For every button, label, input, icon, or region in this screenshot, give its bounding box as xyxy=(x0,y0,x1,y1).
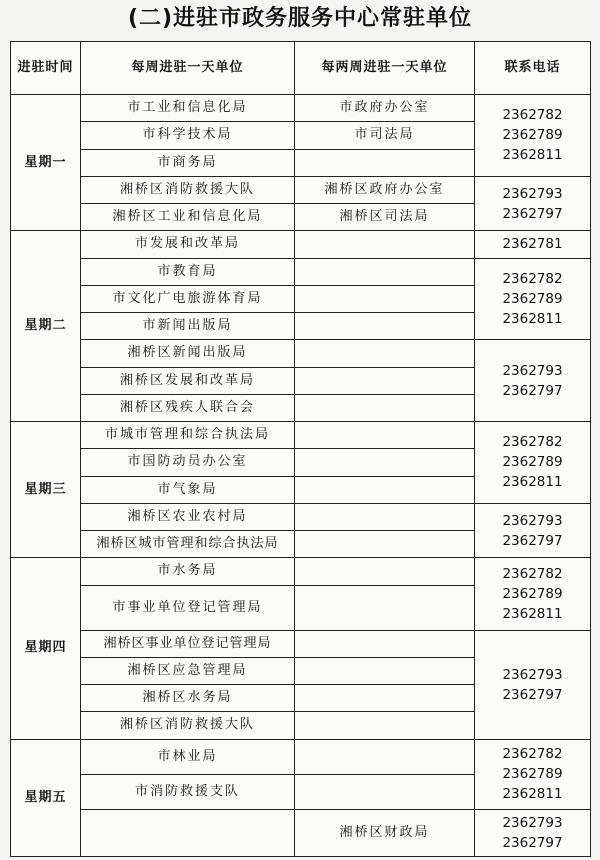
weekly-unit: 湘桥区城市管理和综合执法局 xyxy=(81,531,295,558)
weekly-unit: 湘桥区应急管理局 xyxy=(81,657,295,684)
table-row xyxy=(11,231,591,258)
weekly-unit: 市国防动员办公室 xyxy=(81,449,295,476)
weekly-unit: 湘桥区发展和改革局 xyxy=(81,367,295,394)
phone-number: 2362793 xyxy=(502,185,563,202)
header-phone: 联系电话 xyxy=(475,42,591,95)
phone-cell xyxy=(475,809,591,856)
weekly-unit: 市发展和改革局 xyxy=(81,231,295,258)
phone-cell xyxy=(475,739,591,809)
weekly-unit: 市商务局 xyxy=(81,149,295,176)
phone-number: 2362789 xyxy=(502,290,563,307)
weekly-unit: 湘桥区新闻出版局 xyxy=(81,340,295,367)
phone-cell xyxy=(475,176,591,231)
table-row xyxy=(11,503,591,530)
phone-number: 2362793 xyxy=(502,362,563,379)
table-row xyxy=(11,95,591,122)
day-tuesday: 星期二 xyxy=(11,231,81,422)
phone-number: 2362797 xyxy=(502,834,563,851)
weekly-unit: 市科学技术局 xyxy=(81,122,295,149)
biweekly-unit: 市司法局 xyxy=(295,122,475,149)
biweekly-unit-empty xyxy=(295,258,475,285)
phone-number: 2362782 xyxy=(502,434,563,451)
biweekly-unit-empty xyxy=(295,630,475,657)
table-row xyxy=(11,739,591,774)
page-title: (二)进驻市政务服务中心常驻单位 xyxy=(127,6,473,31)
biweekly-unit-empty xyxy=(295,394,475,421)
weekly-unit: 湘桥区消防救援大队 xyxy=(81,176,295,203)
weekly-unit: 市城市管理和综合执法局 xyxy=(81,422,295,449)
phone-number: 2362797 xyxy=(502,686,563,703)
phone-number: 2362789 xyxy=(502,127,563,144)
phone-number: 2362797 xyxy=(502,205,563,222)
weekly-unit: 市工业和信息化局 xyxy=(81,95,295,122)
weekly-unit: 市水务局 xyxy=(81,558,295,585)
weekly-unit: 湘桥区消防救援大队 xyxy=(81,712,295,739)
weekly-unit: 湘桥区事业单位登记管理局 xyxy=(81,630,295,657)
biweekly-unit-empty xyxy=(295,712,475,739)
day-friday: 星期五 xyxy=(11,739,81,856)
phone-cell xyxy=(475,258,591,340)
biweekly-unit: 市政府办公室 xyxy=(295,95,475,122)
weekly-unit: 市林业局 xyxy=(81,739,295,774)
phone-number: 2362793 xyxy=(502,666,563,683)
biweekly-unit-empty xyxy=(295,503,475,530)
phone-cell xyxy=(475,558,591,630)
biweekly-unit: 湘桥区司法局 xyxy=(295,204,475,231)
table-row xyxy=(11,340,591,367)
table-row xyxy=(11,258,591,285)
biweekly-unit-empty xyxy=(295,685,475,712)
biweekly-unit-empty xyxy=(295,476,475,503)
header-time: 进驻时间 xyxy=(11,42,81,95)
biweekly-unit-empty xyxy=(295,231,475,258)
biweekly-unit-empty xyxy=(295,313,475,340)
biweekly-unit: 湘桥区财政局 xyxy=(295,809,475,856)
weekly-unit: 市教育局 xyxy=(81,258,295,285)
phone-number: 2362797 xyxy=(502,382,563,399)
day-thursday: 星期四 xyxy=(11,558,81,739)
phone-number: 2362811 xyxy=(502,786,563,802)
phone-number: 2362811 xyxy=(502,310,563,327)
header-weekly: 每周进驻一天单位 xyxy=(81,42,295,95)
phone-number: 2362793 xyxy=(502,814,563,831)
weekly-unit: 市新闻出版局 xyxy=(81,313,295,340)
biweekly-unit-empty xyxy=(295,367,475,394)
phone-number: 2362811 xyxy=(502,147,563,164)
day-monday: 星期一 xyxy=(11,95,81,231)
phone-number: 2362811 xyxy=(502,605,563,622)
phone-number: 2362789 xyxy=(502,454,563,471)
biweekly-unit-empty xyxy=(295,449,475,476)
weekly-unit: 市消防救援支队 xyxy=(81,774,295,809)
biweekly-unit-empty xyxy=(295,531,475,558)
weekly-unit: 湘桥区残疾人联合会 xyxy=(81,394,295,421)
phone-number: 2362781 xyxy=(502,236,563,253)
table-row xyxy=(11,558,591,585)
header-biweekly: 每两周进驻一天单位 xyxy=(295,42,475,95)
phone-cell xyxy=(475,95,591,177)
phone-number: 2362811 xyxy=(502,474,563,491)
phone-cell xyxy=(475,503,591,558)
table-row xyxy=(11,176,591,203)
phone-number: 2362797 xyxy=(502,532,563,549)
units-table xyxy=(10,41,591,857)
biweekly-unit-empty xyxy=(295,422,475,449)
phone-cell xyxy=(475,422,591,504)
weekly-unit: 市文化广电旅游体育局 xyxy=(81,285,295,312)
phone-number: 2362782 xyxy=(502,565,563,582)
table-row xyxy=(11,422,591,449)
table-row xyxy=(11,809,591,856)
weekly-unit: 湘桥区工业和信息化局 xyxy=(81,204,295,231)
biweekly-unit-empty xyxy=(295,657,475,684)
biweekly-unit-empty xyxy=(295,739,475,774)
phone-number: 2362789 xyxy=(502,585,563,602)
biweekly-unit-empty xyxy=(295,285,475,312)
biweekly-unit-empty xyxy=(295,585,475,630)
weekly-unit-empty xyxy=(81,809,295,856)
day-wednesday: 星期三 xyxy=(11,422,81,558)
weekly-unit: 湘桥区农业农村局 xyxy=(81,503,295,530)
biweekly-unit-empty xyxy=(295,774,475,809)
biweekly-unit: 湘桥区政府办公室 xyxy=(295,176,475,203)
header-row xyxy=(11,42,591,95)
biweekly-unit-empty xyxy=(295,558,475,585)
biweekly-unit-empty xyxy=(295,340,475,367)
phone-number: 2362782 xyxy=(502,107,563,124)
table-row xyxy=(11,630,591,657)
phone-number: 2362782 xyxy=(502,746,563,762)
phone-cell xyxy=(475,340,591,422)
phone-number: 2362789 xyxy=(502,766,563,782)
weekly-unit: 市气象局 xyxy=(81,476,295,503)
phone-cell xyxy=(475,630,591,739)
biweekly-unit-empty xyxy=(295,149,475,176)
phone-number: 2362793 xyxy=(502,512,563,529)
weekly-unit: 湘桥区水务局 xyxy=(81,685,295,712)
weekly-unit: 市事业单位登记管理局 xyxy=(81,585,295,630)
phone-number: 2362782 xyxy=(502,270,563,287)
phone-cell xyxy=(475,231,591,258)
